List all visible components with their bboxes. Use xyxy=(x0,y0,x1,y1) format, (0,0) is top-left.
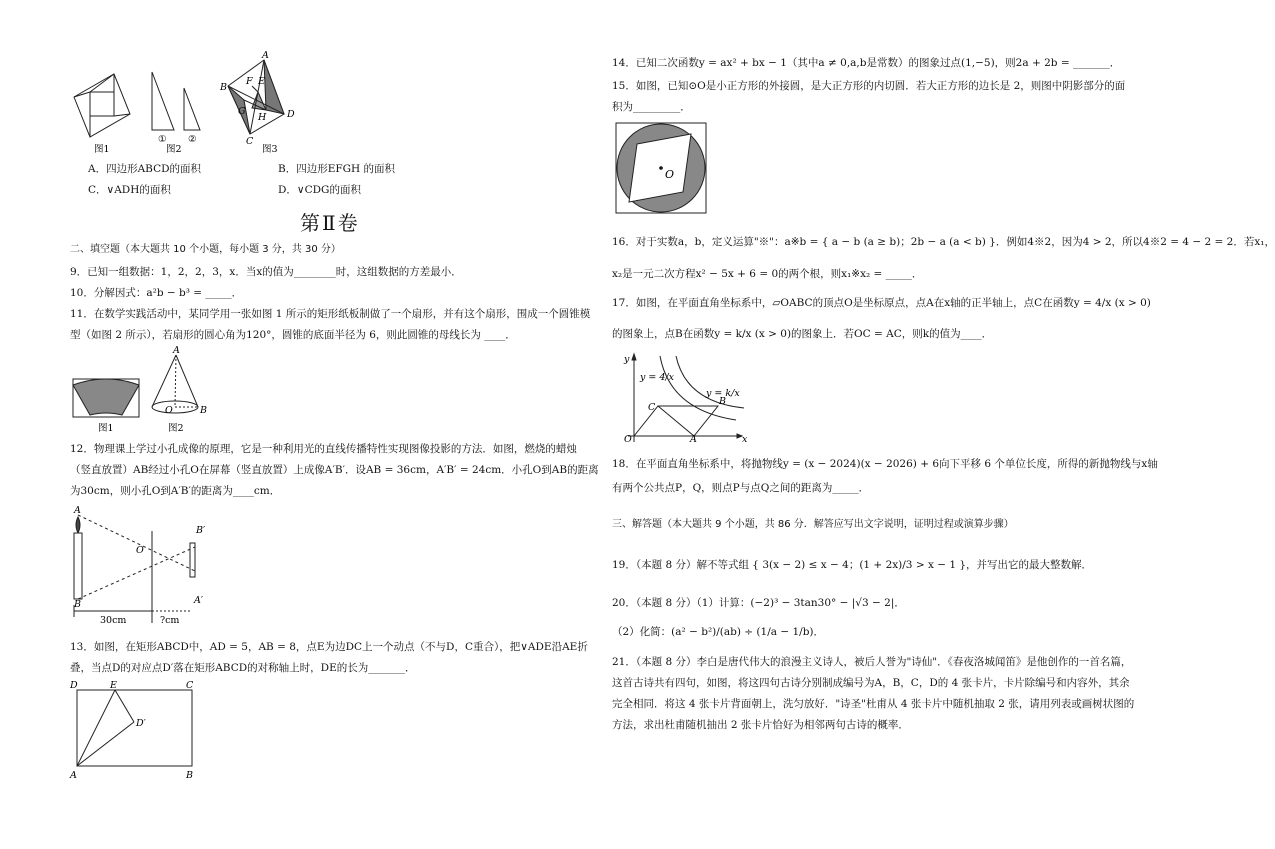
q8-fig3-label-h: H xyxy=(258,112,267,123)
question-15-line-2: 积为_________． xyxy=(612,101,691,113)
q8-fig3-label-d: D xyxy=(287,109,295,120)
question-11-line-2: 型（如图 2 所示），若扇形的圆心角为120°，圆锥的底面半径为 6，则此圆锥的母线长为 ____． xyxy=(70,329,516,341)
q17-label-x-axis: x xyxy=(742,434,748,445)
q8-option-d: D．∨CDG的面积 xyxy=(278,184,361,196)
q13-rectangle-figure xyxy=(70,680,210,780)
q8-fig2-mark-2: ② xyxy=(188,134,197,145)
q8-fig3-label-b: B xyxy=(220,82,227,93)
q15-label-o: O xyxy=(665,168,675,181)
q12-label-b: B xyxy=(74,599,81,610)
q8-fig3-label-e: E xyxy=(258,76,265,87)
question-21-line-2: 这首古诗共有四句，如图，将这四句古诗分别制成编号为A，B，C，D的 4 张卡片，卡片除编号和内容外，其余 xyxy=(612,677,1130,689)
q12-dim-30cm: 30cm xyxy=(100,615,127,626)
q8-fig3-label-g: G xyxy=(238,106,246,117)
question-13-line-2: 叠，当点D的对应点D′落在矩形ABCD的对称轴上时，DE的长为_______． xyxy=(70,662,416,674)
q15-figure xyxy=(615,122,711,216)
q11-fig2-cone xyxy=(152,355,198,413)
q8-figures xyxy=(70,52,310,156)
question-17-line-1: 17．如图，在平面直角坐标系中，▱OABC的顶点O是坐标原点，点A在x轴的正半轴上，点C在函数y = 4/x (x > 0) xyxy=(612,297,1151,309)
question-20-line-1: 20．（本题 8 分）（1）计算：(−2)³ − 3tan30° − |√3 − 2|． xyxy=(612,597,905,609)
q11-fig2-label-a: A xyxy=(173,345,180,356)
q17-label-curve-kx: y = k/x xyxy=(706,388,740,399)
part-title: 第Ⅱ卷 xyxy=(300,211,360,235)
question-12-line-3: 为30cm，则小孔O到A′B′的距离为____cm． xyxy=(70,485,281,497)
question-18-line-2: 有两个公共点P，Q，则点P与点Q之间的距离为_____． xyxy=(612,482,870,494)
q8-fig2 xyxy=(152,72,200,130)
q8-fig3-label-f: F xyxy=(246,76,253,87)
question-21-line-3: 完全相同．将这 4 张卡片背面朝上，洗匀放好．"诗圣"杜甫从 4 张卡片中随机抽取 2 张，请用列表或画树状图的 xyxy=(612,698,1135,710)
section-2-heading: 二、填空题（本大题共 10 个小题，每小题 3 分，共 30 分） xyxy=(70,244,341,255)
question-19: 19．（本题 8 分）解不等式组 { 3(x − 2) ≤ x − 4；(1 + 2x)/3 > x − 1 }，并写出它的最大整数解． xyxy=(612,559,1093,571)
q8-fig3 xyxy=(228,60,284,134)
q17-label-y-axis: y xyxy=(624,354,630,365)
q13-label-e: E xyxy=(110,680,117,691)
q13-label-d-prime: D′ xyxy=(136,718,146,729)
q17-label-curve-4x: y = 4/x xyxy=(640,372,674,383)
q11-fig2-label-b: B xyxy=(200,405,207,416)
q17-label-c: C xyxy=(648,402,656,413)
q17-graph xyxy=(618,350,748,445)
q11-fig1-sector xyxy=(73,379,139,417)
question-14: 14．已知二次函数y = ax² + bx − 1（其中a ≠ 0,a,b是常数）的图象过点(1,−5)，则2a + 2b = _______． xyxy=(612,57,1121,69)
q13-label-b: B xyxy=(186,770,193,781)
q8-option-a: A．四边形ABCD的面积 xyxy=(88,163,202,175)
question-12-line-1: 12．物理课上学过小孔成像的原理，它是一种利用光的直线传播特性实现图像投影的方法．如图，燃烧的蜡烛 xyxy=(70,443,577,455)
q12-pinhole-figure xyxy=(70,503,230,628)
q8-fig1 xyxy=(74,74,130,137)
question-16-line-2: x₂是一元二次方程x² − 5x + 6 = 0的两个根，则x₁※x₂ = _____． xyxy=(612,268,923,280)
q12-label-a-prime: A′ xyxy=(194,595,204,606)
q13-label-d: D xyxy=(70,680,78,691)
q8-fig1-caption: 图1 xyxy=(94,144,110,155)
q11-fig2-label-o: O xyxy=(165,405,173,416)
q8-option-c: C．∨ADH的面积 xyxy=(88,184,171,196)
question-10: 10．分解因式：a²b − b³ = _____． xyxy=(70,287,243,299)
candle xyxy=(74,533,82,599)
q11-figures xyxy=(70,345,230,437)
question-18-line-1: 18．在平面直角坐标系中，将抛物线y = (x − 2024)(x − 2026) + 6向下平移 6 个单位长度，所得的新抛物线与x轴 xyxy=(612,458,1158,470)
q12-label-a: A xyxy=(74,505,81,516)
q13-label-c: C xyxy=(186,680,194,691)
q8-fig3-label-c: C xyxy=(246,136,254,147)
q11-fig2-caption: 图2 xyxy=(168,423,184,434)
question-21-line-4: 方法，求出杜甫随机抽出 2 张卡片恰好为相邻两句古诗的概率． xyxy=(612,719,909,731)
q8-fig3-label-a: A xyxy=(262,50,269,61)
q8-fig3-caption: 图3 xyxy=(262,144,278,155)
q17-label-o: O xyxy=(624,434,632,445)
q17-label-a: A xyxy=(690,434,697,445)
question-13-line-1: 13．如图，在矩形ABCD中，AD = 5，AB = 8，点E为边DC上一个动点（不与D，C重合），把∨ADE沿AE折 xyxy=(70,641,588,653)
q17-label-b: B xyxy=(719,396,726,407)
q11-fig1-caption: 图1 xyxy=(98,423,114,434)
question-11-line-1: 11．在数学实践活动中，某同学用一张如图 1 所示的矩形纸板制做了一个扇形，并有这个扇形，围成一个圆锥模 xyxy=(70,308,591,320)
q12-label-o: O xyxy=(136,545,144,556)
question-17-line-2: 的图象上，点B在函数y = k/x (x > 0)的图象上．若OC = AC，则k的值为____． xyxy=(612,328,993,340)
question-9: 9．已知一组数据：1，2，2，3，x．当x的值为________时，这组数据的方差最小． xyxy=(70,266,462,278)
q12-label-b-prime: B′ xyxy=(196,525,206,536)
q8-option-b: B．四边形EFGH 的面积 xyxy=(278,163,396,175)
question-12-line-2: （竖直放置）AB经过小孔O在屏幕（竖直放置）上成像A′B′．设AB = 36cm，A′B′ = 24cm．小孔O到AB的距离 xyxy=(70,464,599,476)
q12-dim-unknown: ?cm xyxy=(160,615,180,626)
question-21-line-1: 21．（本题 8 分）李白是唐代伟大的浪漫主义诗人，被后人誉为"诗仙"．《春夜洛城闻笛》是他创作的一首名篇， xyxy=(612,656,1132,668)
question-15-line-1: 15．如图，已知⊙O是小正方形的外接圆，是大正方形的内切圆．若大正方形的边长是 2，则图中阴影部分的面 xyxy=(612,80,1126,92)
q8-fig2-mark-1: ① xyxy=(158,134,167,145)
section-3-heading: 三、解答题（本大题共 9 个小题，共 86 分．解答应写出文字说明，证明过程或演算步骤） xyxy=(612,519,1014,530)
question-16-line-1: 16．对于实数a，b，定义运算"※"：a※b = { a − b (a ≥ b)；2b − a (a < b) }．例如4※2，因为4 > 2，所以4※2 = 4 − 2 = 2．若x₁， xyxy=(612,236,1275,248)
q13-label-a: A xyxy=(70,770,77,781)
question-20-line-2: （2）化简：(a² − b²)/(ab) ÷ (1/a − 1/b)． xyxy=(612,626,825,638)
image-candle xyxy=(190,543,195,577)
q8-fig2-caption: 图2 xyxy=(166,144,182,155)
